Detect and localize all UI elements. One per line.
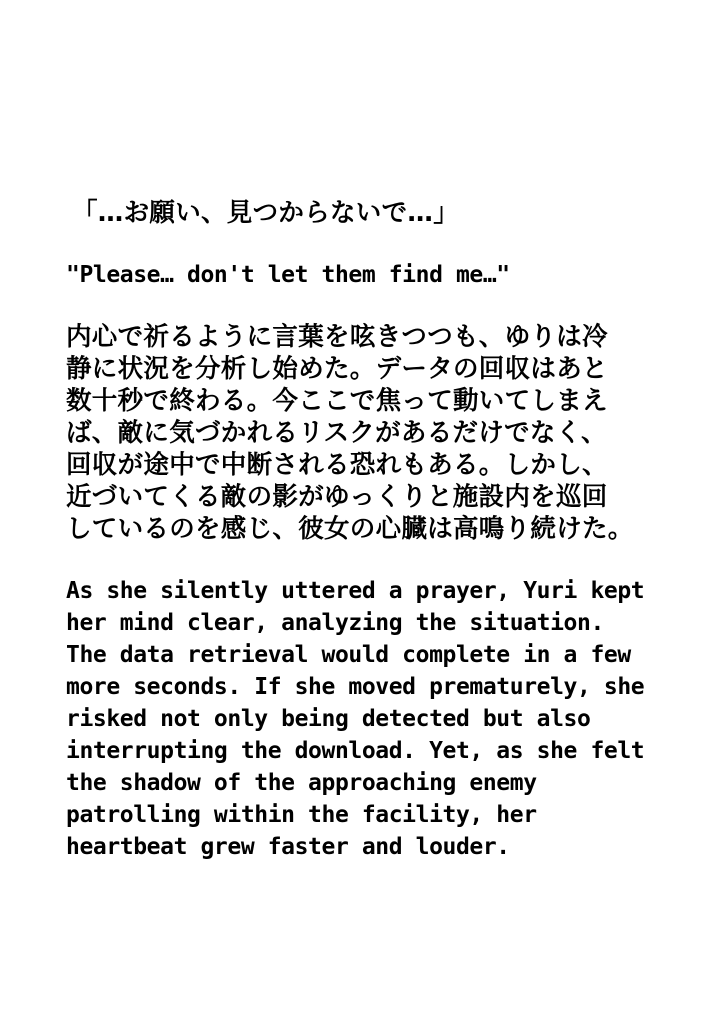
english-paragraph-line: heartbeat grew faster and louder. xyxy=(66,834,510,860)
japanese-paragraph-line: 内心で祈るように言葉を呟きつつも、ゆりは冷 xyxy=(66,322,608,352)
japanese-paragraph-line: 数十秒で終わる。今ここで焦って動いてしまえ xyxy=(66,386,608,416)
japanese-paragraph-line: 近づいてくる敵の影がゆっくりと施設内を巡回 xyxy=(66,482,608,512)
english-paragraph-line: As she silently uttered a prayer, Yuri kept xyxy=(66,578,645,604)
english-paragraph-line: more seconds. If she moved prematurely, she xyxy=(66,674,645,700)
english-paragraph-line: patrolling within the facility, her xyxy=(66,802,537,828)
english-paragraph-line: the shadow of the approaching enemy xyxy=(66,770,537,796)
english-paragraph-line: her mind clear, analyzing the situation. xyxy=(66,610,604,636)
english-paragraph-line: interrupting the download. Yet, as she felt xyxy=(66,738,645,764)
english-paragraph-line: risked not only being detected but also xyxy=(66,706,591,732)
japanese-paragraph-line: 静に状況を分析し始めた。データの回収はあと xyxy=(66,354,608,384)
japanese-paragraph-line: ば、敵に気づかれるリスクがあるだけでなく、 xyxy=(66,418,607,448)
english-dialogue: "Please… don't let them find me…" xyxy=(66,262,510,288)
japanese-dialogue: 「…お願い、見つからないで…」 xyxy=(72,198,460,228)
japanese-paragraph-line: 回収が途中で中断される恐れもある。しかし、 xyxy=(66,450,608,480)
english-paragraph-line: The data retrieval would complete in a few xyxy=(66,642,631,668)
japanese-paragraph-line: しているのを感じ、彼女の心臓は高鳴り続けた。 xyxy=(66,514,634,544)
